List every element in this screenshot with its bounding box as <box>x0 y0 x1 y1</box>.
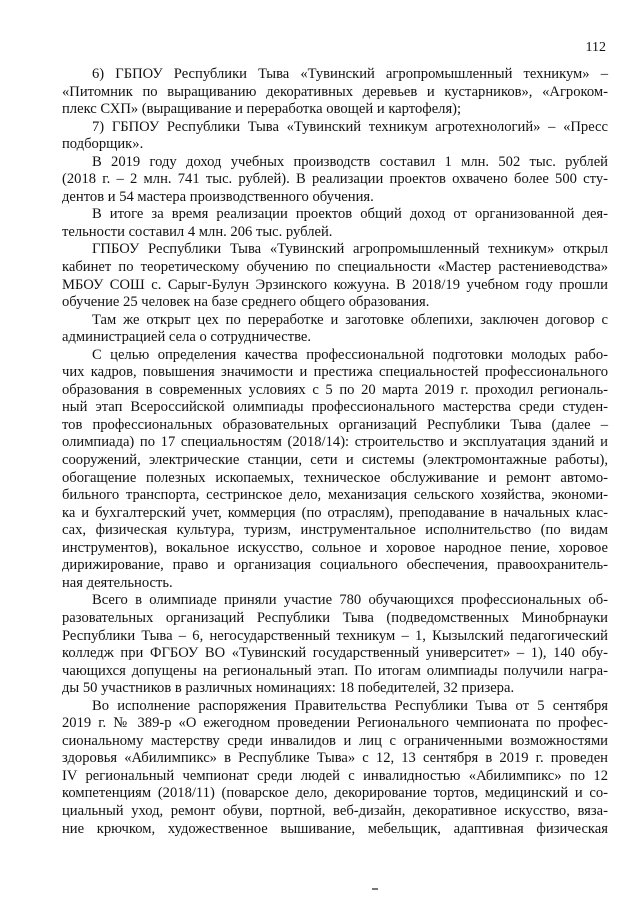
text-line: плекс СХП» (выращивание и переработка овощей и картофеля); <box>62 101 462 118</box>
text-line: 2019 г. № 389-р «О ежегодном проведении Регионального чемпионата по профес- <box>62 715 608 732</box>
text-line: олимпиада) по 17 специальностям (2018/14): строительство и эксплуатация зданий и <box>62 434 608 451</box>
text-line: Республики Тыва – 6, негосударственный техникум – 1, Кызылский педагогический <box>62 627 608 644</box>
text-line: (2018 г. – 2 млн. 741 тыс. рублей). В реализации проектов охвачено более 500 сту- <box>62 171 608 188</box>
text-line: циальный уход, ремонт обуви, портной, веб-дизайн, декоративное искусство, вяза- <box>62 802 608 819</box>
text-line: сиональному мастерству среди инвалидов и лиц с ограниченными возможностями <box>62 732 608 749</box>
paragraph <box>62 66 608 119</box>
paragraph <box>62 347 608 593</box>
scan-mark <box>372 888 378 890</box>
paragraph <box>62 206 608 241</box>
text-line: обогащение полезных ископаемых, техническое обслуживание и ремонт автомо- <box>62 469 608 486</box>
text-line: МБОУ СОШ с. Сарыг-Булун Эрзинского кожууна. В 2018/19 учебном году прошли <box>62 276 608 293</box>
text-line: ды 50 участников в различных номинациях: 18 победителей, 32 призера. <box>62 680 515 697</box>
paragraph <box>62 698 608 838</box>
text-line: разовательных организаций Республики Тыва (подведомственных Минобрнауки <box>62 609 608 626</box>
text-line: ный этап Всероссийской олимпиады профессионального мастерства среди студен- <box>62 399 608 416</box>
paragraph <box>62 154 608 207</box>
text-line: тельности составил 4 млн. 206 тыс. рублей. <box>62 223 333 240</box>
text-line: кабинет по теоретическому обучению по специальности «Мастер растениеводства» <box>62 259 608 276</box>
text-line: дентов и 54 мастера производственного обучения. <box>62 188 374 205</box>
text-line: образования в современных условиях с 5 по 20 марта 2019 г. проходил региональ- <box>62 381 608 398</box>
text-line: 6) ГБПОУ Республики Тыва «Тувинский агропромышленный техникум» – <box>92 66 608 82</box>
body-text <box>62 66 608 838</box>
text-line: администрацией села о сотрудничестве. <box>62 329 312 346</box>
text-line: здоровья «Абилимпикс» в Республике Тыва» с 12, 13 сентября в 2019 г. проведен <box>62 750 608 767</box>
text-line: тов профессиональных образовательных организаций Республики Тыва (далее – <box>62 416 608 433</box>
text-line: ная деятельность. <box>62 574 173 591</box>
text-line: 7) ГБПОУ Республики Тыва «Тувинский техникум агротехнологий» – «Пресс <box>92 118 608 135</box>
text-line: «Питомник по выращиванию декоративных деревьев и кустарников», «Агроком- <box>62 83 608 100</box>
text-line: Во исполнение распоряжения Правительства Республики Тыва от 5 сентября <box>92 697 608 714</box>
paragraph <box>62 312 608 347</box>
text-line: колледж при ФГБОУ ВО «Тувинский государственный университет» – 1), 140 обу- <box>62 645 608 662</box>
text-line: сооружений, электрические станции, сети и системы (электромонтажные работы), <box>62 452 608 469</box>
text-line: инструментов), вокальное искусство, сольное и хоровое народное пение, хоровое <box>62 539 608 556</box>
text-line: дирижирование, право и организация социального обеспечения, правоохранитель- <box>62 557 608 574</box>
text-line: Там же открыт цех по переработке и заготовке облепихи, заключен договор с <box>92 311 608 328</box>
paragraph <box>62 119 608 154</box>
paragraph <box>62 592 608 697</box>
text-line: ка и бухгалтерский учет, коммерция (по отраслям), преподавание в начальных клас- <box>62 504 608 521</box>
text-line: подборщик». <box>62 136 144 153</box>
text-line: чих кадров, повышения значимости и престижа специальностей профессионального <box>62 364 608 381</box>
text-line: В итоге за время реализации проектов общий доход от организованной дея- <box>92 206 608 223</box>
text-line: ГПБОУ Республики Тыва «Тувинский агропромышленный техникум» открыл <box>92 241 608 258</box>
text-line: С целью определения качества профессиональной подготовки молодых рабо- <box>92 346 608 363</box>
text-line: Всего в олимпиаде приняли участие 780 обучающихся профессиональных об- <box>92 592 608 609</box>
text-line: ние крючком, художественное вышивание, мебельщик, адаптивная физическая <box>62 820 608 837</box>
text-line: IV региональный чемпионат среди людей с инвалидностью «Абилимпикс» по 12 <box>62 767 608 784</box>
text-line: В 2019 году доход учебных производств составил 1 млн. 502 тыс. рублей <box>92 153 608 170</box>
text-line: компетенциям (2018/11) (поварское дело, декорирование тортов, медицинский и со- <box>62 785 608 802</box>
text-line: бильного транспорта, сестринское дело, механизация сельского хозяйства, экономи- <box>62 487 608 504</box>
text-line: обучение 25 человек на базе среднего общего образования. <box>62 294 430 311</box>
page-number: 112 <box>585 40 606 55</box>
text-line: чающихся допущены на региональный этап. По итогам олимпиады получили награ- <box>62 662 608 679</box>
paragraph <box>62 241 608 311</box>
text-line: сах, физическая культура, туризм, инструментальное исполнительство (по видам <box>62 522 608 539</box>
